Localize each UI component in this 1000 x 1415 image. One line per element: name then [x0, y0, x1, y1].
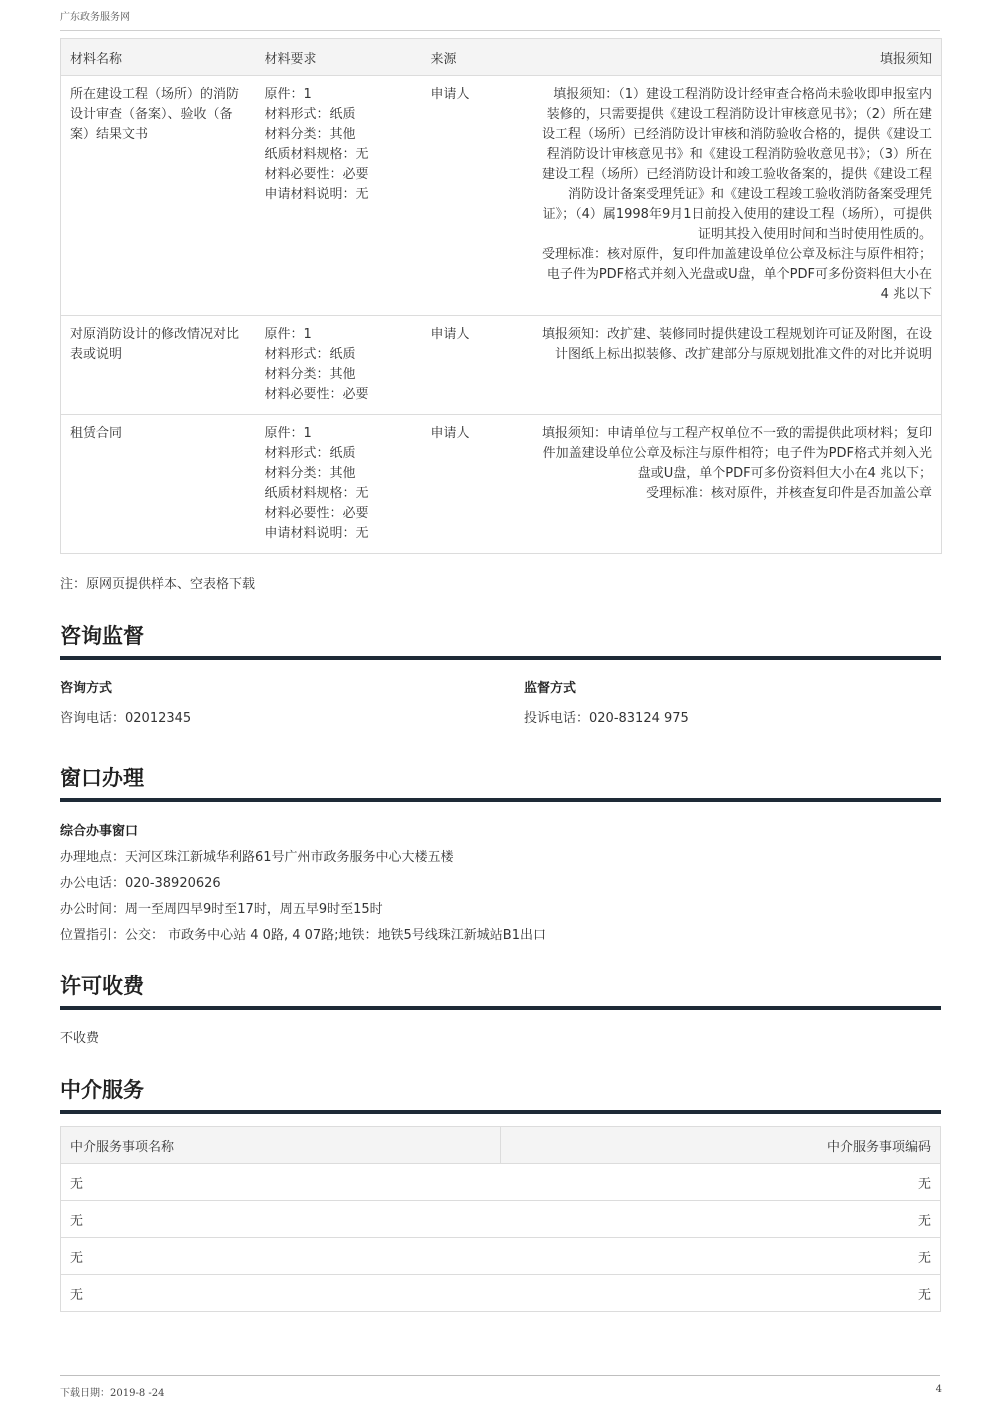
page-number: 4 [935, 1384, 942, 1395]
materials-table [60, 38, 942, 554]
requirement-item: 原件：1 [264, 87, 312, 102]
agency-header-row [61, 1127, 941, 1164]
window-phone: 办公电话：020-38920626 [60, 876, 221, 891]
fees-text: 不收费 [60, 1031, 100, 1046]
notes-paragraph: 填报须知：（1）建设工程消防设计经审查合格尚未验收即申报室内装修的，只需要提供《建设工程消防设计审核意见书》；（2）所在建设工程（场所）已经消防设计审核和消防验收合格的，提供《建设工程消防设计审核意见书》和《建设工程消防验收意见书》；（3）所在建设工程（场所）已经消防设计和竣工验收备案的，提供《建设工程消防设计备案受理凭证》和《建设工程竣工验收消防备案受理凭证》；（4）属1998年9月1日前投入使用的建设工程（场所），可提供证明其投入使用时间和当时使用性质的。 [541, 87, 932, 242]
material-notes [532, 316, 942, 415]
site-header: 广东政务服务网 [60, 12, 130, 23]
material-source: 申请人 [422, 415, 532, 554]
requirement-item: 纸质材料规格：无 [264, 486, 369, 501]
download-date: 下载日期：2019-8 -24 [60, 1388, 165, 1399]
col-agency-name: 中介服务事项名称 [61, 1127, 501, 1164]
footer-divider [60, 1375, 940, 1376]
supervise-method-heading: 监督方式 [524, 681, 577, 696]
material-name: 对原消防设计的修改情况对比表或说明 [61, 316, 256, 415]
requirement-item: 材料形式：纸质 [264, 107, 356, 122]
material-requirements [256, 415, 422, 554]
material-source: 申请人 [422, 316, 532, 415]
window-name: 综合办事窗口 [60, 824, 139, 839]
section-title-consult: 咨询监督 [60, 620, 941, 660]
table-row [61, 1238, 941, 1275]
table-row [61, 76, 942, 316]
agency-item-code: 无 [501, 1164, 941, 1201]
requirement-item: 申请材料说明：无 [264, 187, 369, 202]
table-row [61, 1275, 941, 1312]
material-notes [532, 76, 942, 316]
table-row [61, 415, 942, 554]
requirement-item: 材料形式：纸质 [264, 446, 356, 461]
col-source: 来源 [422, 39, 532, 76]
col-material-name: 材料名称 [61, 39, 256, 76]
requirement-item: 原件：1 [264, 327, 312, 342]
notes-paragraph: 受理标准：核对原件，复印件加盖建设单位公章及标注与原件相符；电子件为PDF格式并刻入光盘或U盘，单个PDF可多份资料但大小在4 兆以下 [541, 247, 932, 302]
material-notes [532, 415, 942, 554]
material-source: 申请人 [422, 76, 532, 316]
table-row [61, 316, 942, 415]
notes-paragraph: 填报须知：申请单位与工程产权单位不一致的需提供此项材料；复印件加盖建设单位公章及标注与原件相符；电子件为PDF格式并刻入光盘或U盘，单个PDF可多份资料但大小在4 兆以下； [541, 426, 932, 481]
requirement-item: 材料分类：其他 [264, 466, 356, 481]
material-requirements [256, 316, 422, 415]
table-row [61, 1201, 941, 1238]
notes-paragraph: 受理标准：核对原件，并核查复印件是否加盖公章 [645, 486, 932, 501]
agency-item-code: 无 [501, 1275, 941, 1312]
window-hours: 办公时间：周一至周四早9时至17时，周五早9时至15时 [60, 902, 383, 917]
agency-item-code: 无 [501, 1201, 941, 1238]
complaint-phone: 投诉电话：020-83124 975 [524, 711, 689, 726]
requirement-item: 材料分类：其他 [264, 127, 356, 142]
agency-item-name: 无 [61, 1201, 501, 1238]
agency-table [60, 1126, 941, 1312]
section-title-agency: 中介服务 [60, 1074, 941, 1114]
requirement-item: 材料必要性：必要 [264, 387, 369, 402]
material-name: 租赁合同 [61, 415, 256, 554]
table-row [61, 1164, 941, 1201]
col-notes: 填报须知 [532, 39, 942, 76]
section-title-window: 窗口办理 [60, 762, 941, 802]
header-divider [60, 30, 940, 31]
agency-item-name: 无 [61, 1238, 501, 1275]
notes-paragraph: 填报须知：改扩建、装修同时提供建设工程规划许可证及附图，在设计图纸上标出拟装修、改扩建部分与原规划批准文件的对比并说明 [541, 327, 932, 362]
consult-method-heading: 咨询方式 [60, 681, 113, 696]
col-material-requirements: 材料要求 [256, 39, 422, 76]
agency-item-name: 无 [61, 1275, 501, 1312]
requirement-item: 材料必要性：必要 [264, 167, 369, 182]
agency-item-name: 无 [61, 1164, 501, 1201]
window-address: 办理地点：天河区珠江新城华利路61号广州市政务服务中心大楼五楼 [60, 850, 454, 865]
consult-phone: 咨询电话：02012345 [60, 711, 192, 726]
requirement-item: 申请材料说明：无 [264, 526, 369, 541]
window-directions: 位置指引：公交： 市政务中心站 4 0路, 4 07路;地铁：地铁5号线珠江新城站B1出口 [60, 928, 546, 943]
requirement-item: 纸质材料规格：无 [264, 147, 369, 162]
requirement-item: 材料形式：纸质 [264, 347, 356, 362]
section-title-fees: 许可收费 [60, 970, 941, 1010]
col-agency-code: 中介服务事项编码 [501, 1127, 941, 1164]
agency-item-code: 无 [501, 1238, 941, 1275]
download-note: 注：原网页提供样本、空表格下载 [60, 577, 256, 592]
materials-header-row [61, 39, 942, 76]
requirement-item: 材料必要性：必要 [264, 506, 369, 521]
requirement-item: 原件：1 [264, 426, 312, 441]
material-name: 所在建设工程（场所）的消防设计审查（备案）、验收（备案）结果文书 [61, 76, 256, 316]
material-requirements [256, 76, 422, 316]
requirement-item: 材料分类：其他 [264, 367, 356, 382]
